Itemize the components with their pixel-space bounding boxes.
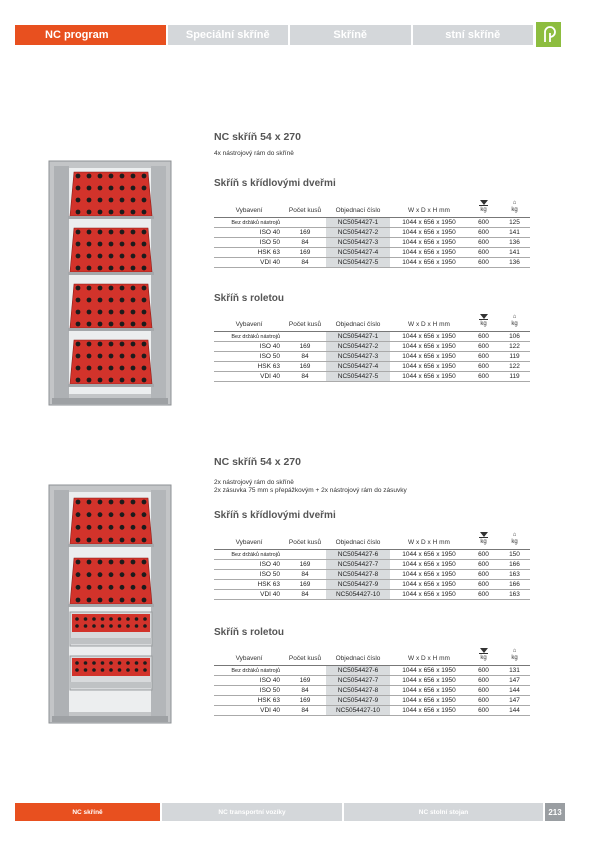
footer-tab-nc-cabinets[interactable]: NC skříně <box>15 803 160 821</box>
tab-nc-program[interactable]: NC program <box>15 25 166 45</box>
table-row: VDI 40 84 NC5054427-10 1044 x 656 x 1950 600 144 <box>214 706 530 716</box>
tool-frame <box>68 498 154 547</box>
header-dimensions: W x D x H mm <box>390 306 468 332</box>
table-row: ISO 40 169 NC5054427-7 1044 x 656 x 1950 600 166 <box>214 560 530 570</box>
section-title: NC skříň 54 x 270 <box>214 131 301 143</box>
header-quantity: Počet kusů <box>284 640 326 666</box>
header-quantity: Počet kusů <box>284 192 326 218</box>
table-row: Bez držáků nástrojů NC5054427-6 1044 x 656 x 1950 600 150 <box>214 550 530 560</box>
tool-frame <box>68 558 154 607</box>
top-navigation <box>15 25 533 45</box>
tab-special-cabinets[interactable]: Speciální skříně <box>168 25 289 45</box>
header-equipment: Vybavení <box>214 192 284 218</box>
tool-frame <box>68 340 154 387</box>
table-row: VDI 40 84 NC5054427-10 1044 x 656 x 1950 600 163 <box>214 590 530 600</box>
table-row: Bez držáků nástrojů NC5054427-1 1044 x 656 x 1950 600 106 <box>214 332 530 342</box>
tab-wall-cabinets[interactable]: stní skříně <box>413 25 534 45</box>
table-row: HSK 63 169 NC5054427-9 1044 x 656 x 1950 600 166 <box>214 580 530 590</box>
tab-cabinets[interactable]: Skříně <box>290 25 411 45</box>
tool-frame <box>68 172 154 219</box>
header-order-number: Objednací číslo <box>326 524 390 550</box>
header-weight: ⌂ kg <box>499 640 530 666</box>
header-equipment: Vybavení <box>214 306 284 332</box>
spec-table <box>214 192 530 268</box>
weight-icon: ⌂ <box>512 314 517 320</box>
p-hook-logo-icon <box>539 25 559 45</box>
table-row: VDI 40 84 NC5054427-5 1044 x 656 x 1950 600 119 <box>214 372 530 382</box>
header-weight: ⌂ kg <box>499 306 530 332</box>
footer-navigation <box>15 803 567 821</box>
table-subtitle: Skříň s křídlovými dveřmi <box>214 510 336 521</box>
drawer <box>70 612 152 646</box>
header-order-number: Objednací číslo <box>326 306 390 332</box>
table-row: VDI 40 84 NC5054427-5 1044 x 656 x 1950 600 136 <box>214 258 530 268</box>
footer-tab-nc-transport-trolleys[interactable]: NC transportní vozíky <box>162 803 342 821</box>
weight-icon: ⌂ <box>512 200 517 206</box>
table-row: ISO 40 169 NC5054427-7 1044 x 656 x 1950 600 147 <box>214 676 530 686</box>
header-order-number: Objednací číslo <box>326 192 390 218</box>
section-note: 2x nástrojový rám do skříně <box>214 479 294 486</box>
section-note: 2x zásuvka 75 mm s přepážkovým + 2x nástrojový rám do zásuvky <box>214 487 407 494</box>
weight-icon: ⌂ <box>512 648 517 654</box>
table-row: Bez držáků nástrojů NC5054427-1 1044 x 656 x 1950 600 125 <box>214 218 530 228</box>
table-subtitle: Skříň s roletou <box>214 627 285 638</box>
header-load-capacity: kg <box>468 192 499 218</box>
table-row: ISO 50 84 NC5054427-8 1044 x 656 x 1950 600 144 <box>214 686 530 696</box>
table-row: HSK 63 169 NC5054427-9 1044 x 656 x 1950 600 147 <box>214 696 530 706</box>
table-row: ISO 40 169 NC5054427-2 1044 x 656 x 1950 600 141 <box>214 228 530 238</box>
weight-icon: ⌂ <box>512 532 517 538</box>
cabinet-image-four-frames <box>48 160 172 406</box>
header-quantity: Počet kusů <box>284 306 326 332</box>
header-load-capacity: kg <box>468 306 499 332</box>
spec-table <box>214 524 530 600</box>
table-row: ISO 50 84 NC5054427-3 1044 x 656 x 1950 600 119 <box>214 352 530 362</box>
table-row: HSK 63 169 NC5054427-4 1044 x 656 x 1950 600 141 <box>214 248 530 258</box>
header-weight: ⌂ kg <box>499 524 530 550</box>
section-title: NC skříň 54 x 270 <box>214 456 301 468</box>
header-equipment: Vybavení <box>214 524 284 550</box>
table-row: HSK 63 169 NC5054427-4 1044 x 656 x 1950 600 122 <box>214 362 530 372</box>
tool-frame <box>68 284 154 331</box>
drawer <box>70 656 152 690</box>
tool-frame <box>68 228 154 275</box>
header-load-capacity: kg <box>468 640 499 666</box>
header-weight: ⌂ kg <box>499 192 530 218</box>
brand-logo <box>536 22 561 47</box>
cabinet-image-frames-and-drawers <box>48 484 172 724</box>
header-quantity: Počet kusů <box>284 524 326 550</box>
header-dimensions: W x D x H mm <box>390 192 468 218</box>
spec-table <box>214 640 530 716</box>
header-dimensions: W x D x H mm <box>390 524 468 550</box>
table-row: ISO 50 84 NC5054427-3 1044 x 656 x 1950 600 136 <box>214 238 530 248</box>
spec-table <box>214 306 530 382</box>
page-number: 213 <box>545 803 565 821</box>
header-order-number: Objednací číslo <box>326 640 390 666</box>
table-subtitle: Skříň s křídlovými dveřmi <box>214 178 336 189</box>
table-row: ISO 40 169 NC5054427-2 1044 x 656 x 1950 600 122 <box>214 342 530 352</box>
table-subtitle: Skříň s roletou <box>214 293 285 304</box>
header-dimensions: W x D x H mm <box>390 640 468 666</box>
header-load-capacity: kg <box>468 524 499 550</box>
table-row: ISO 50 84 NC5054427-8 1044 x 656 x 1950 600 163 <box>214 570 530 580</box>
footer-tab-nc-bench-stand[interactable]: NC stolní stojan <box>344 803 543 821</box>
header-equipment: Vybavení <box>214 640 284 666</box>
table-row: Bez držáků nástrojů NC5054427-6 1044 x 656 x 1950 600 131 <box>214 666 530 676</box>
section-note: 4x nástrojový rám do skříně <box>214 150 294 157</box>
